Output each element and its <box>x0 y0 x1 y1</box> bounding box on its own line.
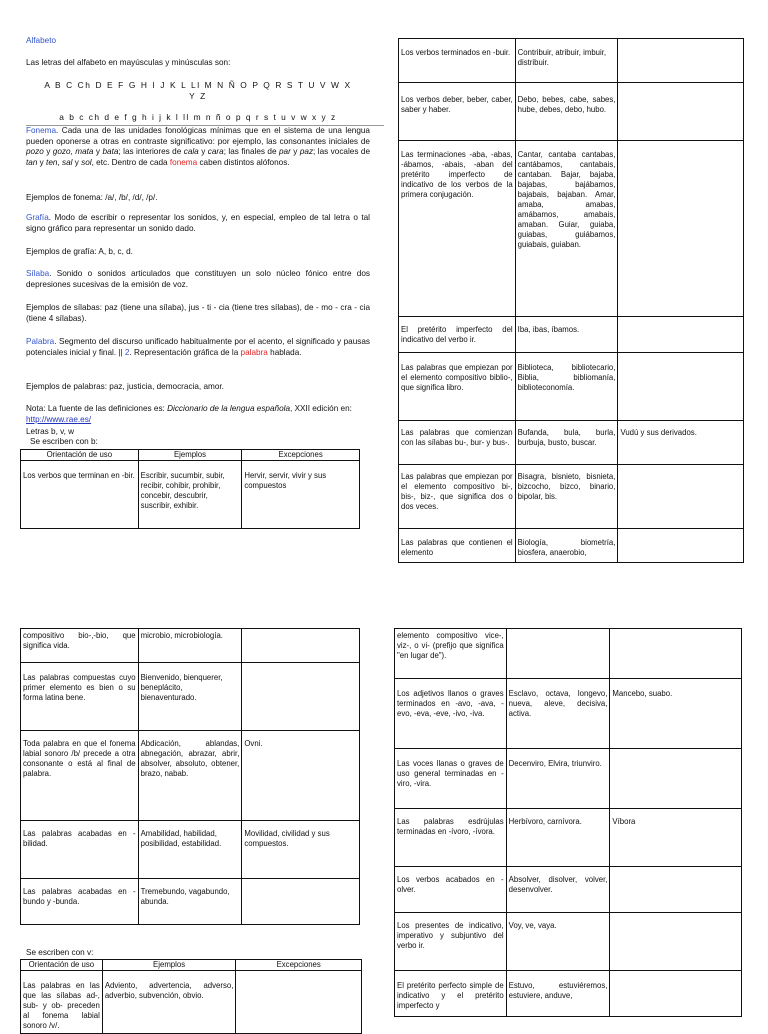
cell-excepciones <box>618 353 744 421</box>
cell-ejemplos: Bisagra, bisnieto, bisnieta, bizcocho, bizco, binario, bipolar, bis. <box>515 465 618 529</box>
fonema-text: ; las interiores de <box>118 147 184 157</box>
cell-excepciones <box>242 879 360 925</box>
cell-orientacion: El pretérito perfecto simple de indicativo y el pretérito imperfecto y <box>395 971 507 1017</box>
tabla-b-2 <box>398 38 744 563</box>
cell-excepciones <box>618 317 744 353</box>
heading-alfabeto: Alfabeto <box>26 36 57 45</box>
cell-excepciones <box>618 529 744 563</box>
fonema-link-red: fonema <box>169 157 198 167</box>
cell-ejemplos: Contribuir, atribuir, imbuir, distribuir. <box>515 39 618 83</box>
fonema-italic: cala <box>183 147 199 157</box>
cell-excepciones <box>242 663 360 731</box>
cell-ejemplos: Debo, bebes, cabe, sabes, hube, debes, debo, hubo. <box>515 83 618 141</box>
nota-text: Nota: La fuente de las definiciones es: <box>26 404 168 413</box>
table-row <box>399 465 744 529</box>
fonema-definition <box>26 126 370 168</box>
cell-orientacion: El pretérito imperfecto del indicativo del verbo ir. <box>399 317 516 353</box>
table-row <box>21 461 360 529</box>
cell-ejemplos: Abdicación, ablandas, abnegación, abrazar, abrir, absolver, absoluto, obtener, brazo, nabab. <box>138 731 242 821</box>
cell-excepciones <box>610 913 742 971</box>
col-header: Excepciones <box>242 450 360 461</box>
cell-excepciones <box>618 465 744 529</box>
cell-excepciones: Víbora <box>610 809 742 867</box>
fonema-text: y <box>43 147 53 157</box>
palabra-link-red: palabra <box>240 347 268 357</box>
table-row <box>399 141 744 317</box>
table-row <box>395 867 742 913</box>
table-header-row <box>21 960 362 971</box>
tabla-v-1 <box>20 959 362 1034</box>
cell-excepciones: Vudú y sus derivados. <box>618 421 744 465</box>
cell-orientacion: Las palabras en las que las sílabas ad-, sub- y ob- preceden al fonema labial sonoro /v/. <box>21 971 103 1034</box>
fonema-text: y <box>198 147 208 157</box>
cell-orientacion: Las palabras que empiezan por el elemento compositivo bi-, bis-, biz-, que significa dos o dos veces. <box>399 465 516 529</box>
cell-ejemplos: Cantar, cantaba cantabas, cantábamos, cantabais, cantaban. Bajar, bajaba, bajabas, bajábamos, bajabais, bajaban. Amar, amaba, amabas, amábamos, amabais, amaban. Guiar, guiaba, guiabas, guiábamos, guiabais, guiaban. <box>515 141 618 317</box>
tabla-b-3 <box>20 628 360 925</box>
alphabet-intro: Las letras del alfabeto en mayúsculas y minúsculas son: <box>26 58 231 67</box>
silaba-examples: Ejemplos de sílabas: paz (tiene una sílaba), jus - ti - cia (tiene tres sílabas), de - mo - cra - cia (tiene 4 sílabas). <box>26 303 370 323</box>
cell-orientacion: Las palabras compuestas cuyo primer elemento es bien o su forma latina bene. <box>21 663 139 731</box>
table-row <box>21 971 362 1034</box>
fonema-italic: sal <box>62 157 73 167</box>
cell-excepciones: Ovni. <box>242 731 360 821</box>
cell-ejemplos: Bufanda, bula, burla, burbuja, busto, buscar. <box>515 421 618 465</box>
fonema-italic: pozo <box>26 147 44 157</box>
table-row <box>399 317 744 353</box>
cell-orientacion: Las palabras que empiezan por el elemento compositivo biblio-, que significa libro. <box>399 353 516 421</box>
grafia-examples: Ejemplos de grafía: A, b, c, d. <box>26 247 133 256</box>
cell-ejemplos: Esclavo, octava, longevo, nueva, aleve, decisiva, activa. <box>506 679 610 749</box>
se-escriben-v: Se escriben con v: <box>26 948 94 957</box>
cell-ejemplos: Estuvo, estuviéremos, estuviere, anduve, <box>506 971 610 1017</box>
cell-ejemplos: Decenviro, Elvira, triunviro. <box>506 749 610 809</box>
cell-orientacion: Los verbos que terminan en -bir. <box>21 461 139 529</box>
fonema-italic: ten <box>46 157 58 167</box>
palabra-definition <box>26 337 370 358</box>
fonema-italic: bata <box>102 147 119 157</box>
nota-text: , XXII edición en: <box>290 404 352 413</box>
col-header: Ejemplos <box>138 450 242 461</box>
fonema-italic: gozo <box>52 147 71 157</box>
cell-orientacion: elemento compositivo vice-, viz-, o vi- (prefijo que significa "en lugar de"). <box>395 629 507 679</box>
cell-ejemplos: Amabilidad, habilidad, posibilidad, estabilidad. <box>138 821 242 879</box>
alphabet-lower: a b c ch d e f g h i j k l ll m n ñ o p q r s t u v w x y z <box>59 112 337 122</box>
cell-ejemplos: Tremebundo, vagabundo, abunda. <box>138 879 242 925</box>
col-header: Ejemplos <box>102 960 236 971</box>
table-row <box>395 913 742 971</box>
fonema-text: . Cada una de las unidades fonológicas mínimas que en el sistema de una lengua pueden oponerse a otras en contraste significativo: por ejemplo, las consonantes iniciales de <box>26 126 370 146</box>
grafia-term: Grafía <box>26 213 49 222</box>
fonema-italic: mata <box>75 147 94 157</box>
page-4 <box>384 620 768 1024</box>
fonema-text: , <box>70 147 76 157</box>
fonema-text: ; las vocales de <box>313 147 370 157</box>
silaba-term: Sílaba <box>26 269 50 278</box>
divider-line <box>26 125 438 126</box>
cell-orientacion: Los verbos terminados en -buir. <box>399 39 516 83</box>
tabla-b-1 <box>20 449 360 529</box>
fonema-text: caben distintos alófonos. <box>197 157 290 167</box>
cell-ejemplos: microbio, microbiología. <box>138 629 242 663</box>
cell-excepciones <box>618 83 744 141</box>
palabra-term: Palabra <box>26 337 55 346</box>
fonema-italic: tan <box>26 157 38 167</box>
cell-ejemplos: Herbívoro, carnívora. <box>506 809 610 867</box>
cell-ejemplos: Iba, ibas, íbamos. <box>515 317 618 353</box>
cell-excepciones <box>610 629 742 679</box>
cell-excepciones <box>618 141 744 317</box>
nota-italic: Diccionario de la lengua española <box>167 404 291 413</box>
page-gap <box>0 590 768 620</box>
cell-orientacion: Las palabras esdrújulas terminadas en -ívoro, -ívora. <box>395 809 507 867</box>
nota-fuente <box>26 404 370 425</box>
table-row <box>399 529 744 563</box>
cell-ejemplos: Adviento, advertencia, adverso, adverbio, subvención, obvio. <box>102 971 236 1034</box>
cell-excepciones <box>242 629 360 663</box>
cell-orientacion: compositivo bio-,-bio, que significa vida. <box>21 629 139 663</box>
cell-orientacion: Las palabras que contienen el elemento <box>399 529 516 563</box>
cell-orientacion: Los verbos acabados en -olver. <box>395 867 507 913</box>
cell-orientacion: Las palabras que comienzan con las sílabas bu-, bur- y bus-. <box>399 421 516 465</box>
fonema-italic: cara <box>207 147 224 157</box>
fonema-text: , etc. Dentro de cada <box>91 157 170 167</box>
palabra-text: . Representación gráfica de la <box>129 347 241 357</box>
cell-orientacion: Toda palabra en que el fonema labial sonoro /b/ precede a otra consonante o está al final de palabra. <box>21 731 139 821</box>
col-header: Excepciones <box>236 960 362 971</box>
grafia-definition <box>26 213 370 234</box>
cell-orientacion: Las voces llanas o graves de uso general terminadas en -viro, -vira. <box>395 749 507 809</box>
table-row <box>395 809 742 867</box>
table-row <box>21 663 360 731</box>
cell-orientacion: Los presentes de indicativo, imperativo y subjuntivo del verbo ir. <box>395 913 507 971</box>
cell-ejemplos: Bienvenido, bienquerer, beneplácito, bienaventurado. <box>138 663 242 731</box>
palabra-examples: Ejemplos de palabras: paz, justicia, democracia, amor. <box>26 382 224 391</box>
grafia-text: . Modo de escribir o representar los sonidos, y, en especial, empleo de tal letra o tal signo gráfico para representar un sonido dado. <box>26 213 370 233</box>
rae-link[interactable]: http://www.rae.es/ <box>26 414 92 424</box>
cell-excepciones <box>610 971 742 1017</box>
col-header: Orientación de uso <box>21 450 139 461</box>
cell-excepciones: Hervir, servir, vivir y sus compuestos <box>242 461 360 529</box>
table-row <box>399 421 744 465</box>
cell-excepciones <box>236 971 362 1034</box>
silaba-definition <box>26 269 370 290</box>
cell-ejemplos: Biología, biometría, biosfera, anaerobio, <box>515 529 618 563</box>
table-row <box>21 731 360 821</box>
silaba-text: . Sonido o sonidos articulados que constituyen un solo núcleo fónico entre dos depresiones sucesivas de la emisión de voz. <box>26 269 370 289</box>
fonema-italic: paz <box>299 147 314 157</box>
fonema-text: y <box>290 147 300 157</box>
table-row <box>395 629 742 679</box>
cell-excepciones <box>610 867 742 913</box>
letras-heading: Letras b, v, w <box>26 427 75 436</box>
cell-excepciones: Mancebo, suabo. <box>610 679 742 749</box>
table-header-row <box>21 450 360 461</box>
cell-ejemplos <box>506 629 610 679</box>
table-row <box>399 39 744 83</box>
table-row <box>399 353 744 421</box>
cell-orientacion: Las palabras acabadas en -bundo y -bunda. <box>21 879 139 925</box>
fonema-italic: par <box>279 147 291 157</box>
cell-excepciones <box>610 749 742 809</box>
fonema-text: y <box>37 157 47 167</box>
page-3 <box>0 620 384 1030</box>
table-row <box>21 629 360 663</box>
cell-orientacion: Las terminaciones -aba, -abas, -ábamos, -abais, -aban del pretérito imperfecto de indicativo de los verbos de la primera conjugación. <box>399 141 516 317</box>
table-row <box>21 821 360 879</box>
fonema-term: Fonema <box>26 126 57 135</box>
page-1 <box>0 0 384 590</box>
fonema-italic: sol <box>81 157 92 167</box>
fonema-text: y <box>72 157 82 167</box>
cell-excepciones <box>618 39 744 83</box>
cell-ejemplos: Biblioteca, bibliotecario, Biblia, bibliomanía, biblioteconomía. <box>515 353 618 421</box>
table-row <box>395 749 742 809</box>
cell-excepciones: Movilidad, civilidad y sus compuestos. <box>242 821 360 879</box>
page-2 <box>384 0 768 590</box>
table-row <box>395 679 742 749</box>
palabra-num: 2 <box>124 347 130 357</box>
fonema-examples: Ejemplos de fonema: /a/, /b/, /d/, /p/. <box>26 193 158 202</box>
table-row <box>21 879 360 925</box>
se-escriben-b: Se escriben con b: <box>30 437 98 446</box>
fonema-text: ; las finales de <box>223 147 279 157</box>
cell-orientacion: Las palabras acabadas en -bilidad. <box>21 821 139 879</box>
cell-orientacion: Los adjetivos llanos o graves terminados en -avo, -ava, -evo, -eva, -eve, -ivo, -iva. <box>395 679 507 749</box>
table-row <box>399 83 744 141</box>
cell-orientacion: Los verbos deber, beber, caber, saber y haber. <box>399 83 516 141</box>
fonema-text: , <box>57 157 62 167</box>
palabra-text: hablada. <box>267 347 302 357</box>
cell-ejemplos: Escribir, sucumbir, subir, recibir, cohibir, prohibir, concebir, descubrir, suscribir, exhibir. <box>138 461 242 529</box>
palabra-text: . Segmento del discurso unificado habitualmente por el acento, el significado y pausas potenciales inicial y final. || <box>26 337 370 357</box>
alphabet-upper-line1: A B C Ch D E F G H I J K L Ll M N Ñ O P Q R S T U V W X <box>44 80 352 90</box>
col-header: Orientación de uso <box>21 960 103 971</box>
fonema-text: y <box>93 147 103 157</box>
tabla-v-2 <box>394 628 742 1017</box>
table-row <box>395 971 742 1017</box>
cell-ejemplos: Absolver, disolver, volver, desenvolver. <box>506 867 610 913</box>
alphabet-upper-line2: Y Z <box>189 91 207 101</box>
cell-ejemplos: Voy, ve, vaya. <box>506 913 610 971</box>
